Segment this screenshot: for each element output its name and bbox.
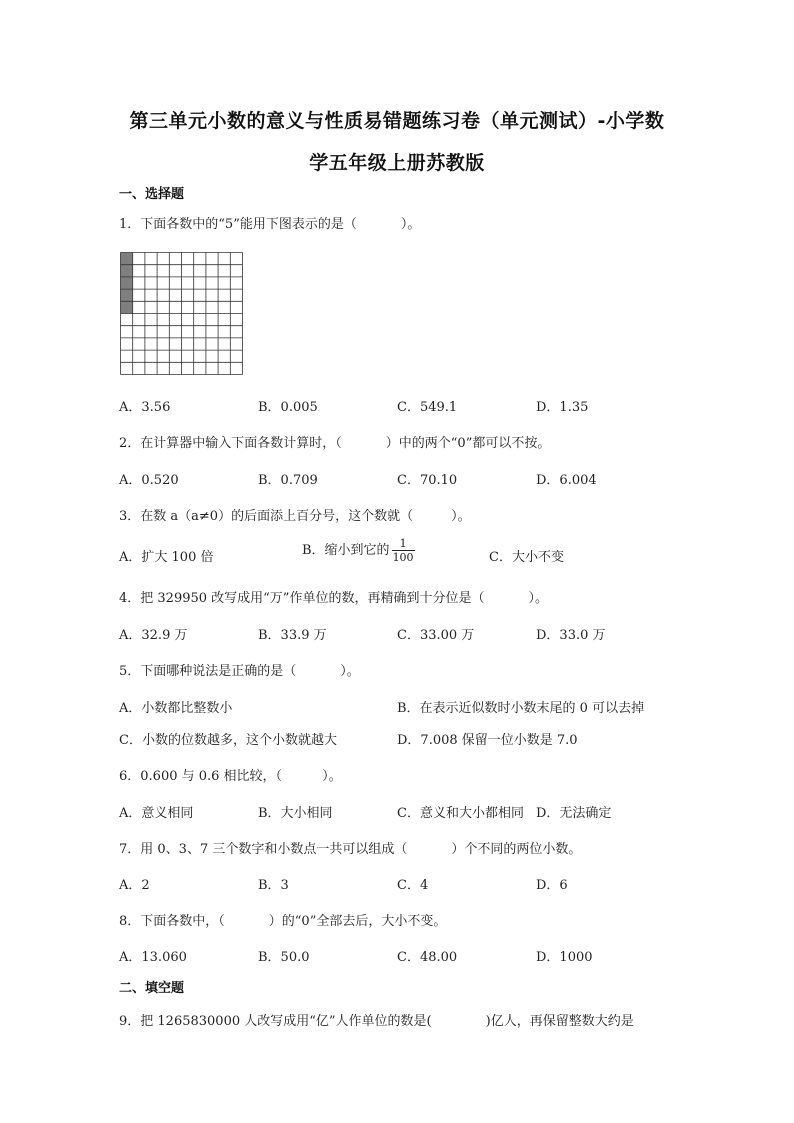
question-4 [119,587,548,606]
q2-option-b[interactable]: B．0.709 [258,473,318,488]
question-9-text-end: )亿人，再保留整数大约是 [485,1014,634,1029]
q8-option-d[interactable]: D．1000 [536,950,593,965]
q4-option-a[interactable]: A．32.9 万 [119,628,188,643]
page-title-line1: 第三单元小数的意义与性质易错题练习卷（单元测试）-小学数 [129,110,665,132]
q8-option-b[interactable]: B．50.0 [258,950,310,965]
question-4-text: 4．把 329950 改写成用“万”作单位的数，再精确到十分位是（ [119,591,485,606]
q6-option-b[interactable]: B．大小相同 [258,806,333,821]
question-4-text-end: ）。 [528,591,548,606]
shaded-cell [121,289,133,301]
q5-option-d[interactable]: D．7.008 保留一位小数是 7.0 [397,733,578,748]
q6-option-a[interactable]: A．意义相同 [119,806,194,821]
q8-option-a[interactable]: A．13.060 [119,950,187,965]
question-8 [119,910,446,929]
question-6-text-end: ）。 [322,769,342,784]
question-7 [119,838,581,857]
q3-option-b[interactable] [302,537,415,564]
question-7-text-end: ）个不同的两位小数。 [451,842,582,857]
shaded-cell [121,265,133,277]
q7-option-c[interactable]: C．4 [397,878,429,893]
q4-option-d[interactable]: D．33.0 万 [536,628,606,643]
question-6 [119,765,342,784]
q1-option-c[interactable]: C．549.1 [397,400,458,415]
q2-option-d[interactable]: D．6.004 [536,473,597,488]
page-title-line2: 学五年级上册苏教版 [309,152,485,174]
question-8-text: 8．下面各数中，（ [119,914,225,929]
q5-option-b[interactable]: B．在表示近似数时小数末尾的 0 可以去掉 [397,701,645,716]
shaded-cell [121,253,133,265]
q1-option-b[interactable]: B．0.005 [258,400,318,415]
question-9 [119,1010,634,1029]
question-2-text-end: ）中的两个“0”都可以不按。 [385,436,551,451]
question-9-text: 9．把 1265830000 人改写成用“亿”人作单位的数是( [119,1014,432,1029]
q7-option-d[interactable]: D．6 [536,878,568,893]
question-3-text: 3．在数 a（a≠0）的后面添上百分号，这个数就（ [119,509,414,524]
question-3-text-end: ）。 [451,509,471,524]
section-choice-heading: 一、选择题 [119,187,185,202]
q6-option-d[interactable]: D．无法确定 [536,806,612,821]
question-5-text-end: ）。 [340,664,360,679]
hundred-grid-figure [120,252,244,376]
question-6-text: 6．0.600 与 0.6 相比较，（ [119,769,283,784]
section-fill-heading: 二、填空题 [119,981,185,996]
q4-option-c[interactable]: C．33.00 万 [397,628,475,643]
q2-option-a[interactable]: A．0.520 [119,473,179,488]
q6-option-c[interactable]: C．意义和大小都相同 [397,806,524,821]
q3-option-c[interactable]: C．大小不变 [489,550,564,565]
q3-option-a[interactable]: A．扩大 100 倍 [119,550,214,565]
question-7-text: 7．用 0、3、7 三个数字和小数点一共可以组成（ [119,842,408,857]
q5-option-a[interactable]: A．小数都比整数小 [119,701,233,716]
q5-option-c[interactable]: C．小数的位数越多，这个小数就越大 [119,733,337,748]
q3-option-b-text: B．缩小到它的 [302,543,390,558]
question-2 [119,432,550,451]
q8-option-c[interactable]: C．48.00 [397,950,458,965]
q1-option-a[interactable]: A．3.56 [119,400,171,415]
question-1-text-end: ）。 [400,217,421,232]
question-1-text: 1．下面各数中的“5”能用下图表示的是（ [119,217,357,232]
q7-option-b[interactable]: B．3 [258,878,289,893]
question-8-text-end: ）的“0”全部去后，大小不变。 [268,914,447,929]
fraction-one-hundredth [392,537,415,564]
fraction-numerator: 1 [392,537,415,551]
question-1 [119,213,420,232]
q1-option-d[interactable]: D．1.35 [536,400,589,415]
question-5-text: 5．下面哪种说法是正确的是（ [119,664,297,679]
q7-option-a[interactable]: A．2 [119,878,150,893]
shaded-cell [121,277,133,289]
q2-option-c[interactable]: C．70.10 [397,473,458,488]
question-2-text: 2．在计算器中输入下面各数计算时，（ [119,436,342,451]
question-5 [119,660,360,679]
q4-option-b[interactable]: B．33.9 万 [258,628,327,643]
shaded-cell [121,301,133,313]
fraction-denominator: 100 [392,551,414,564]
question-3 [119,505,471,524]
